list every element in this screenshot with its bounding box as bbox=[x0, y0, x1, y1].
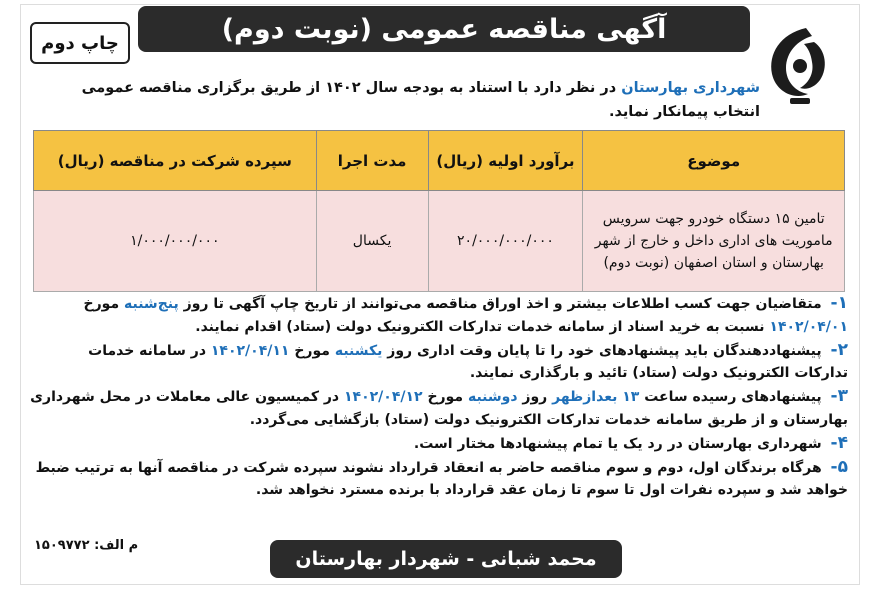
item-text: مورخ bbox=[427, 389, 464, 406]
item-text: هرگاه برندگان اول، دوم و سوم مناقصه حاضر به انعقاد قرارداد نشوند سپرده شرکت در مناقصه آنها به ترتیب ضبط خواهد شد و سپرده نفرات اول تا سوم تا زمان عقد قرارداد با برنده مسترد نخواهد شد. bbox=[35, 459, 848, 499]
print-edition-badge: چاپ دوم bbox=[30, 22, 130, 64]
notice-title: آگهی مناقصه عمومی (نوبت دوم) bbox=[138, 6, 750, 52]
header-estimate: برآورد اولیه (ریال) bbox=[428, 131, 583, 191]
item-highlight: ۱۴۰۲/۰۴/۰۱ bbox=[769, 318, 848, 335]
header-deposit: سپرده شرکت در مناقصه (ریال) bbox=[34, 131, 317, 191]
conditions-list bbox=[30, 292, 848, 502]
item-number: ۱- bbox=[830, 293, 848, 313]
signature-bar: محمد شبانی - شهردار بهارستان bbox=[270, 540, 622, 578]
item-highlight: دوشنبه bbox=[467, 389, 518, 406]
item-text: متقاضیان جهت کسب اطلاعات بیشتر و اخذ اوراق مناقصه می‌توانند از تاریخ چاپ آگهی تا روز bbox=[183, 296, 822, 312]
intro-paragraph bbox=[30, 76, 760, 124]
item-text: روز bbox=[522, 389, 548, 406]
item-number: ۵- bbox=[830, 456, 848, 477]
header-duration: مدت اجرا bbox=[316, 131, 428, 191]
item-text: نسبت به خرید اسناد از سامانه خدمات تدارکات الکترونیک دولت (ستاد) اقدام نمایند. bbox=[195, 318, 765, 335]
cell-duration: یکسال bbox=[316, 191, 428, 292]
intro-text: در نظر دارد با استناد به بودجه سال ۱۴۰۲ از طریق برگزاری مناقصه عمومی انتخاب پیمانکار نماید. bbox=[81, 80, 760, 120]
item-text: مورخ bbox=[294, 342, 330, 359]
item-text: پیشنهاددهندگان باید پیشنهادهای خود را تا پایان وقت اداری روز bbox=[387, 342, 822, 359]
item-number: ۴- bbox=[830, 432, 848, 453]
item-text: پیشنهادهای رسیده ساعت bbox=[644, 389, 822, 406]
tender-table bbox=[33, 130, 845, 292]
cell-estimate: ۲۰/۰۰۰/۰۰۰/۰۰۰ bbox=[428, 191, 583, 292]
table-row bbox=[34, 191, 845, 292]
item-text: شهرداری بهارستان در رد یک یا تمام پیشنهادها مختار است. bbox=[413, 435, 822, 452]
cell-deposit: ۱/۰۰۰/۰۰۰/۰۰۰ bbox=[34, 191, 317, 292]
header-subject: موضوع bbox=[583, 131, 845, 191]
item-highlight: یکشنبه bbox=[334, 342, 383, 359]
cell-subject: تامین ۱۵ دستگاه خودرو جهت سرویس ماموریت های اداری داخل و خارج از شهر بهارستان و استان اصفهان (نوبت دوم) bbox=[583, 191, 845, 292]
reference-number: م الف: ۱۵۰۹۷۷۲ bbox=[34, 538, 139, 553]
list-item bbox=[30, 385, 848, 432]
item-highlight: ۱۴۰۲/۰۴/۱۲ bbox=[344, 389, 423, 406]
item-text: مورخ bbox=[83, 296, 120, 312]
table-header-row bbox=[34, 131, 845, 191]
organization-name: شهرداری بهارستان bbox=[621, 80, 760, 96]
list-item bbox=[30, 432, 848, 456]
item-number: ۳- bbox=[830, 386, 848, 407]
item-text: در سامانه خدمات تدارکات الکترونیک دولت (ستاد) تائید و بارگذاری نمایند. bbox=[88, 342, 848, 382]
item-highlight: پنج‌شنبه bbox=[124, 296, 179, 312]
list-item bbox=[30, 339, 848, 386]
list-item bbox=[30, 292, 848, 339]
item-number: ۲- bbox=[830, 339, 848, 360]
item-text: در کمیسیون عالی معاملات در محل شهرداری بهارستان و از طریق سامانه خدمات تدارکات الکترونیک دولت (ستاد) بازگشایی می‌گردد. bbox=[30, 389, 848, 428]
list-item bbox=[30, 456, 848, 503]
item-highlight: ۱۴۰۲/۰۴/۱۱ bbox=[210, 342, 290, 359]
item-highlight: ۱۳ بعدازظهر bbox=[552, 389, 640, 406]
municipality-logo-icon bbox=[760, 20, 834, 108]
